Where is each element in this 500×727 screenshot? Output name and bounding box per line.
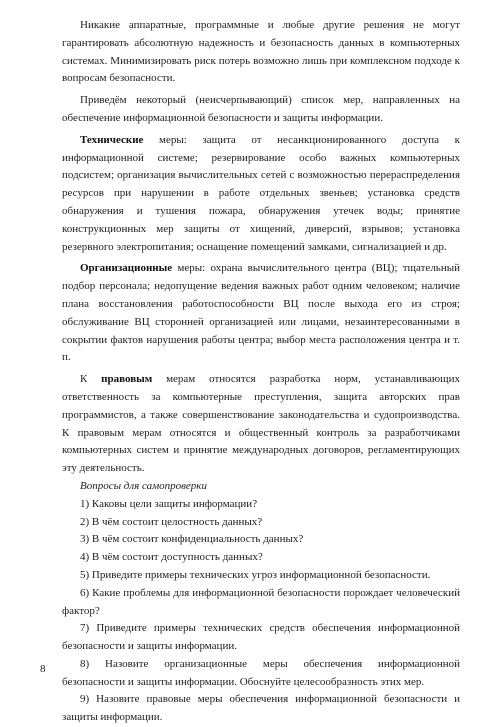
bold-term-technical: Технические — [80, 133, 144, 146]
paragraph-text: мерам относятся разработка норм, устанавливающих ответственность за компьютерные преступления, защита авторских прав программистов, а также совершенствование законодательства и судопроизводства. К правовым мерам относятся и общественный контроль за разработчиками компьютерных систем и принятие международных договоров, регламентирующих эту деятельность. — [62, 373, 460, 475]
paragraph-technical-measures — [62, 132, 460, 257]
question-item: 3) В чём состоит конфиденциальность данных? — [80, 533, 304, 546]
question-item: 7) Приведите примеры технических средств обеспечения информационной безопасности и защиты информации. — [62, 622, 460, 653]
questions-heading: Вопросы для самопроверки — [80, 479, 207, 492]
paragraph-text: Никакие аппаратные, программные и любые другие решения не могут гарантировать абсолютную надежность и безопасность данных в компьютерных системах. Минимизировать риск потерь возможно лишь при комплексном подходе к вопросам безопасности. — [62, 19, 460, 85]
paragraph-text: меры: защита от несанкционированного доступа к информационной системе; резервирование особо важных компьютерных подсистем; организация вычислительных сетей с возможностью перераспределения ресурсов при нарушении в работе отдельных звеньев; установка средств обнаружения и тушения пожара, обнаружения утечек воды; принятие конструкционных мер защиты от хищений, диверсий, взрывов; установка резервного электропитания; оснащение помещений замками, сигнализацией и др. — [62, 133, 460, 253]
question-item: 6) Какие проблемы для информационной безопасности порождает человеческий фактор? — [62, 586, 460, 617]
paragraph-text: меры: охрана вычислительного центра (ВЦ); тщательный подбор персонала; недопущение ведения важных работ одним человеком; наличие плана восстановления работоспособности ВЦ после выхода его из строя; обслуживание ВЦ сторонней организацией или лицами, незаинтересованными в сокрытии фактов нарушения работы центра; выбор места расположения центра и т. п. — [62, 262, 460, 364]
page-number: 8 — [40, 663, 46, 675]
paragraph-text: Приведём некоторый (неисчерпывающий) список мер, направленных на обеспечение информационной безопасности и защиты информации. — [62, 94, 460, 124]
bold-term-organizational: Организационные — [80, 262, 173, 275]
question-item: 9) Назовите правовые меры обеспечения информационной безопасности и защиты информации. — [62, 693, 460, 724]
question-item: 4) В чём состоит доступность данных? — [80, 551, 263, 564]
question-item: 8) Назовите организационные меры обеспечения информационной безопасности и защиты информации. Обоснуйте целесообразность этих мер. — [62, 657, 460, 688]
paragraph-measures-intro — [62, 92, 460, 128]
page-body — [62, 17, 460, 727]
question-item: 1) Каковы цели защиты информации? — [80, 497, 258, 510]
bold-term-legal: правовым — [101, 373, 153, 386]
paragraph-prefix: К — [80, 373, 102, 386]
paragraph-organizational-measures — [62, 260, 460, 367]
paragraph-legal-measures — [62, 371, 460, 478]
question-item: 5) Приведите примеры технических угроз информационной безопасности. — [80, 568, 431, 581]
question-item: 2) В чём состоит целостность данных? — [80, 515, 263, 528]
paragraph-intro — [62, 17, 460, 88]
